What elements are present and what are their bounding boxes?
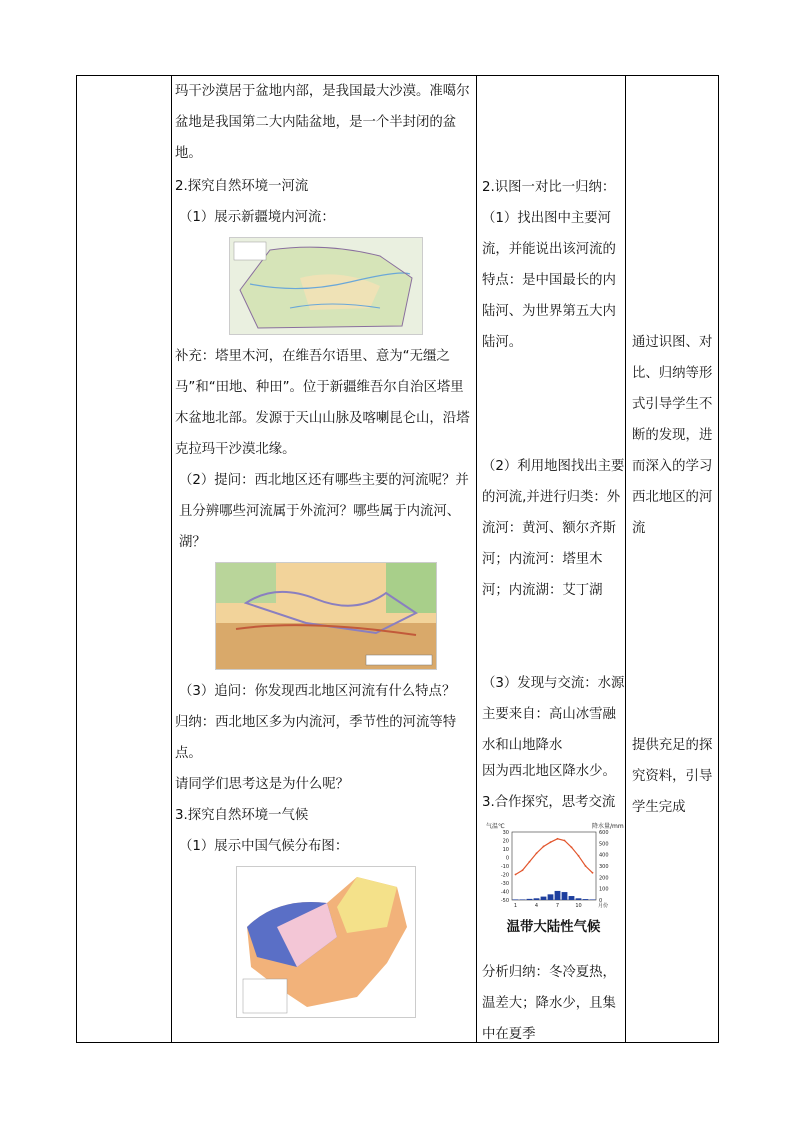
heading-map-compare: 2.识图一对比一归纳： xyxy=(482,180,616,195)
temperature-point xyxy=(550,841,552,843)
precip-bar xyxy=(576,898,582,900)
answer-4: 因为西北地区降水少。 xyxy=(482,764,616,779)
y-right-tick: 300 xyxy=(599,864,609,870)
precip-bar xyxy=(527,899,533,900)
y-left-tick: 10 xyxy=(502,847,509,853)
analysis-summary: 分析归纳：冬冷夏热，温差大；降水少，且集中在夏季 xyxy=(482,965,616,1042)
y-left-tick: 20 xyxy=(502,838,509,845)
y-left-tick: -10 xyxy=(500,864,509,870)
climate-chart xyxy=(484,820,624,912)
precip-bar xyxy=(513,899,519,900)
answer-2: （2）利用地图找出主要的河流,并进行归类：外流河：黄河、额尔齐斯河；内流河：塔里木河；内流湖：艾丁湖 xyxy=(482,459,625,598)
text-summary: 归纳：西北地区多为内流河，季节性的河流等特点。 xyxy=(175,715,457,761)
xinjiang-river-map xyxy=(229,237,423,335)
precip-bar xyxy=(520,899,526,900)
text-think: 请同学们思考这是为什么呢？ xyxy=(175,777,350,792)
precip-bar xyxy=(583,899,589,900)
temperature-point xyxy=(543,846,545,848)
x-tick: 10 xyxy=(575,903,582,909)
y-left-tick: 0 xyxy=(505,855,509,862)
temperature-point xyxy=(585,865,587,867)
precip-bar xyxy=(555,891,561,900)
text-basin: 玛干沙漠居于盆地内部，是我国最大沙漠。准噶尔盆地是我国第二大内陆盆地，是一个半封闭的盆地。 xyxy=(175,84,470,161)
temperature-point xyxy=(578,855,580,857)
y-left-tick: -50 xyxy=(500,898,509,904)
precip-bar xyxy=(569,896,575,900)
y-left-tick: -40 xyxy=(500,889,509,896)
precip-bar xyxy=(548,894,554,900)
temperature-point xyxy=(522,869,524,871)
temperature-point xyxy=(557,838,559,840)
step-question: （2）提问：西北地区还有哪些主要的河流呢？并且分辨哪些河流属于外流河？哪些属于内流河、湖？ xyxy=(179,473,469,550)
temperature-point xyxy=(564,840,566,842)
precip-bar xyxy=(541,897,547,900)
y-right-tick: 500 xyxy=(599,841,609,848)
heading-cooperate: 3.合作探究，思考交流 xyxy=(482,795,616,810)
plot-frame xyxy=(512,832,596,900)
y-right-label: 降水量/mm xyxy=(592,823,624,830)
northwest-terrain-map xyxy=(215,562,437,670)
temperature-line xyxy=(516,839,593,875)
x-tick: 4 xyxy=(534,903,539,909)
step-show-climate: （1）展示中国气候分布图： xyxy=(179,839,349,854)
precip-bar xyxy=(534,898,540,900)
heading-river: 2.探究自然环境一河流 xyxy=(175,179,309,194)
intent-1: 通过识图、对比、归纳等形式引导学生不断的发现，进而深入的学习西北地区的河流 xyxy=(632,335,713,536)
answer-3: （3）发现与交流：水源主要来自：高山冰雪融水和山地降水 xyxy=(482,676,625,753)
teacher-activity-column xyxy=(171,76,476,1042)
y-left-tick: -20 xyxy=(500,872,509,879)
design-intent-column xyxy=(626,76,720,1042)
lesson-table xyxy=(76,75,719,1043)
x-tick: 7 xyxy=(555,903,560,909)
temperature-point xyxy=(515,874,517,876)
heading-climate: 3.探究自然环境一气候 xyxy=(175,808,309,823)
precip-bar xyxy=(590,899,596,900)
y-right-tick: 100 xyxy=(599,886,609,893)
answer-1: （1）找出图中主要河流，并能说出该河流的特点：是中国最长的内陆河、为世界第五大内陆河。 xyxy=(482,211,616,350)
y-left-tick: 30 xyxy=(502,830,509,836)
x-axis-label: 月份 xyxy=(598,903,609,909)
intent-2: 提供充足的探究资料，引导学生完成 xyxy=(632,738,713,815)
y-right-tick: 600 xyxy=(599,830,609,836)
x-tick: 1 xyxy=(513,903,518,909)
text-tarim-river: 补充：塔里木河，在维吾尔语里、意为“无缰之马”和“田地、种田”。位于新疆维吾尔自治区塔里木盆地北部。发源于天山山脉及喀喇昆仑山，沿塔克拉玛干沙漠北缘。 xyxy=(175,349,470,457)
chart-caption: 温带大陆性气候 xyxy=(506,920,601,935)
china-climate-map xyxy=(236,866,416,1018)
step-followup: （3）追问：你发现西北地区河流有什么特点？ xyxy=(179,684,456,699)
y-left-tick: -30 xyxy=(500,881,509,887)
temperature-point xyxy=(571,846,573,848)
temperature-point xyxy=(592,872,594,874)
step-show-rivers: （1）展示新疆境内河流： xyxy=(179,210,335,225)
y-left-label: 气温℃ xyxy=(486,823,505,830)
y-right-tick: 400 xyxy=(599,852,609,859)
temperature-point xyxy=(529,861,531,863)
temperature-point xyxy=(536,852,538,854)
y-right-tick: 0 xyxy=(599,898,603,904)
precip-bar xyxy=(562,892,568,900)
y-right-tick: 200 xyxy=(599,875,609,882)
student-activity-column xyxy=(477,76,625,1042)
